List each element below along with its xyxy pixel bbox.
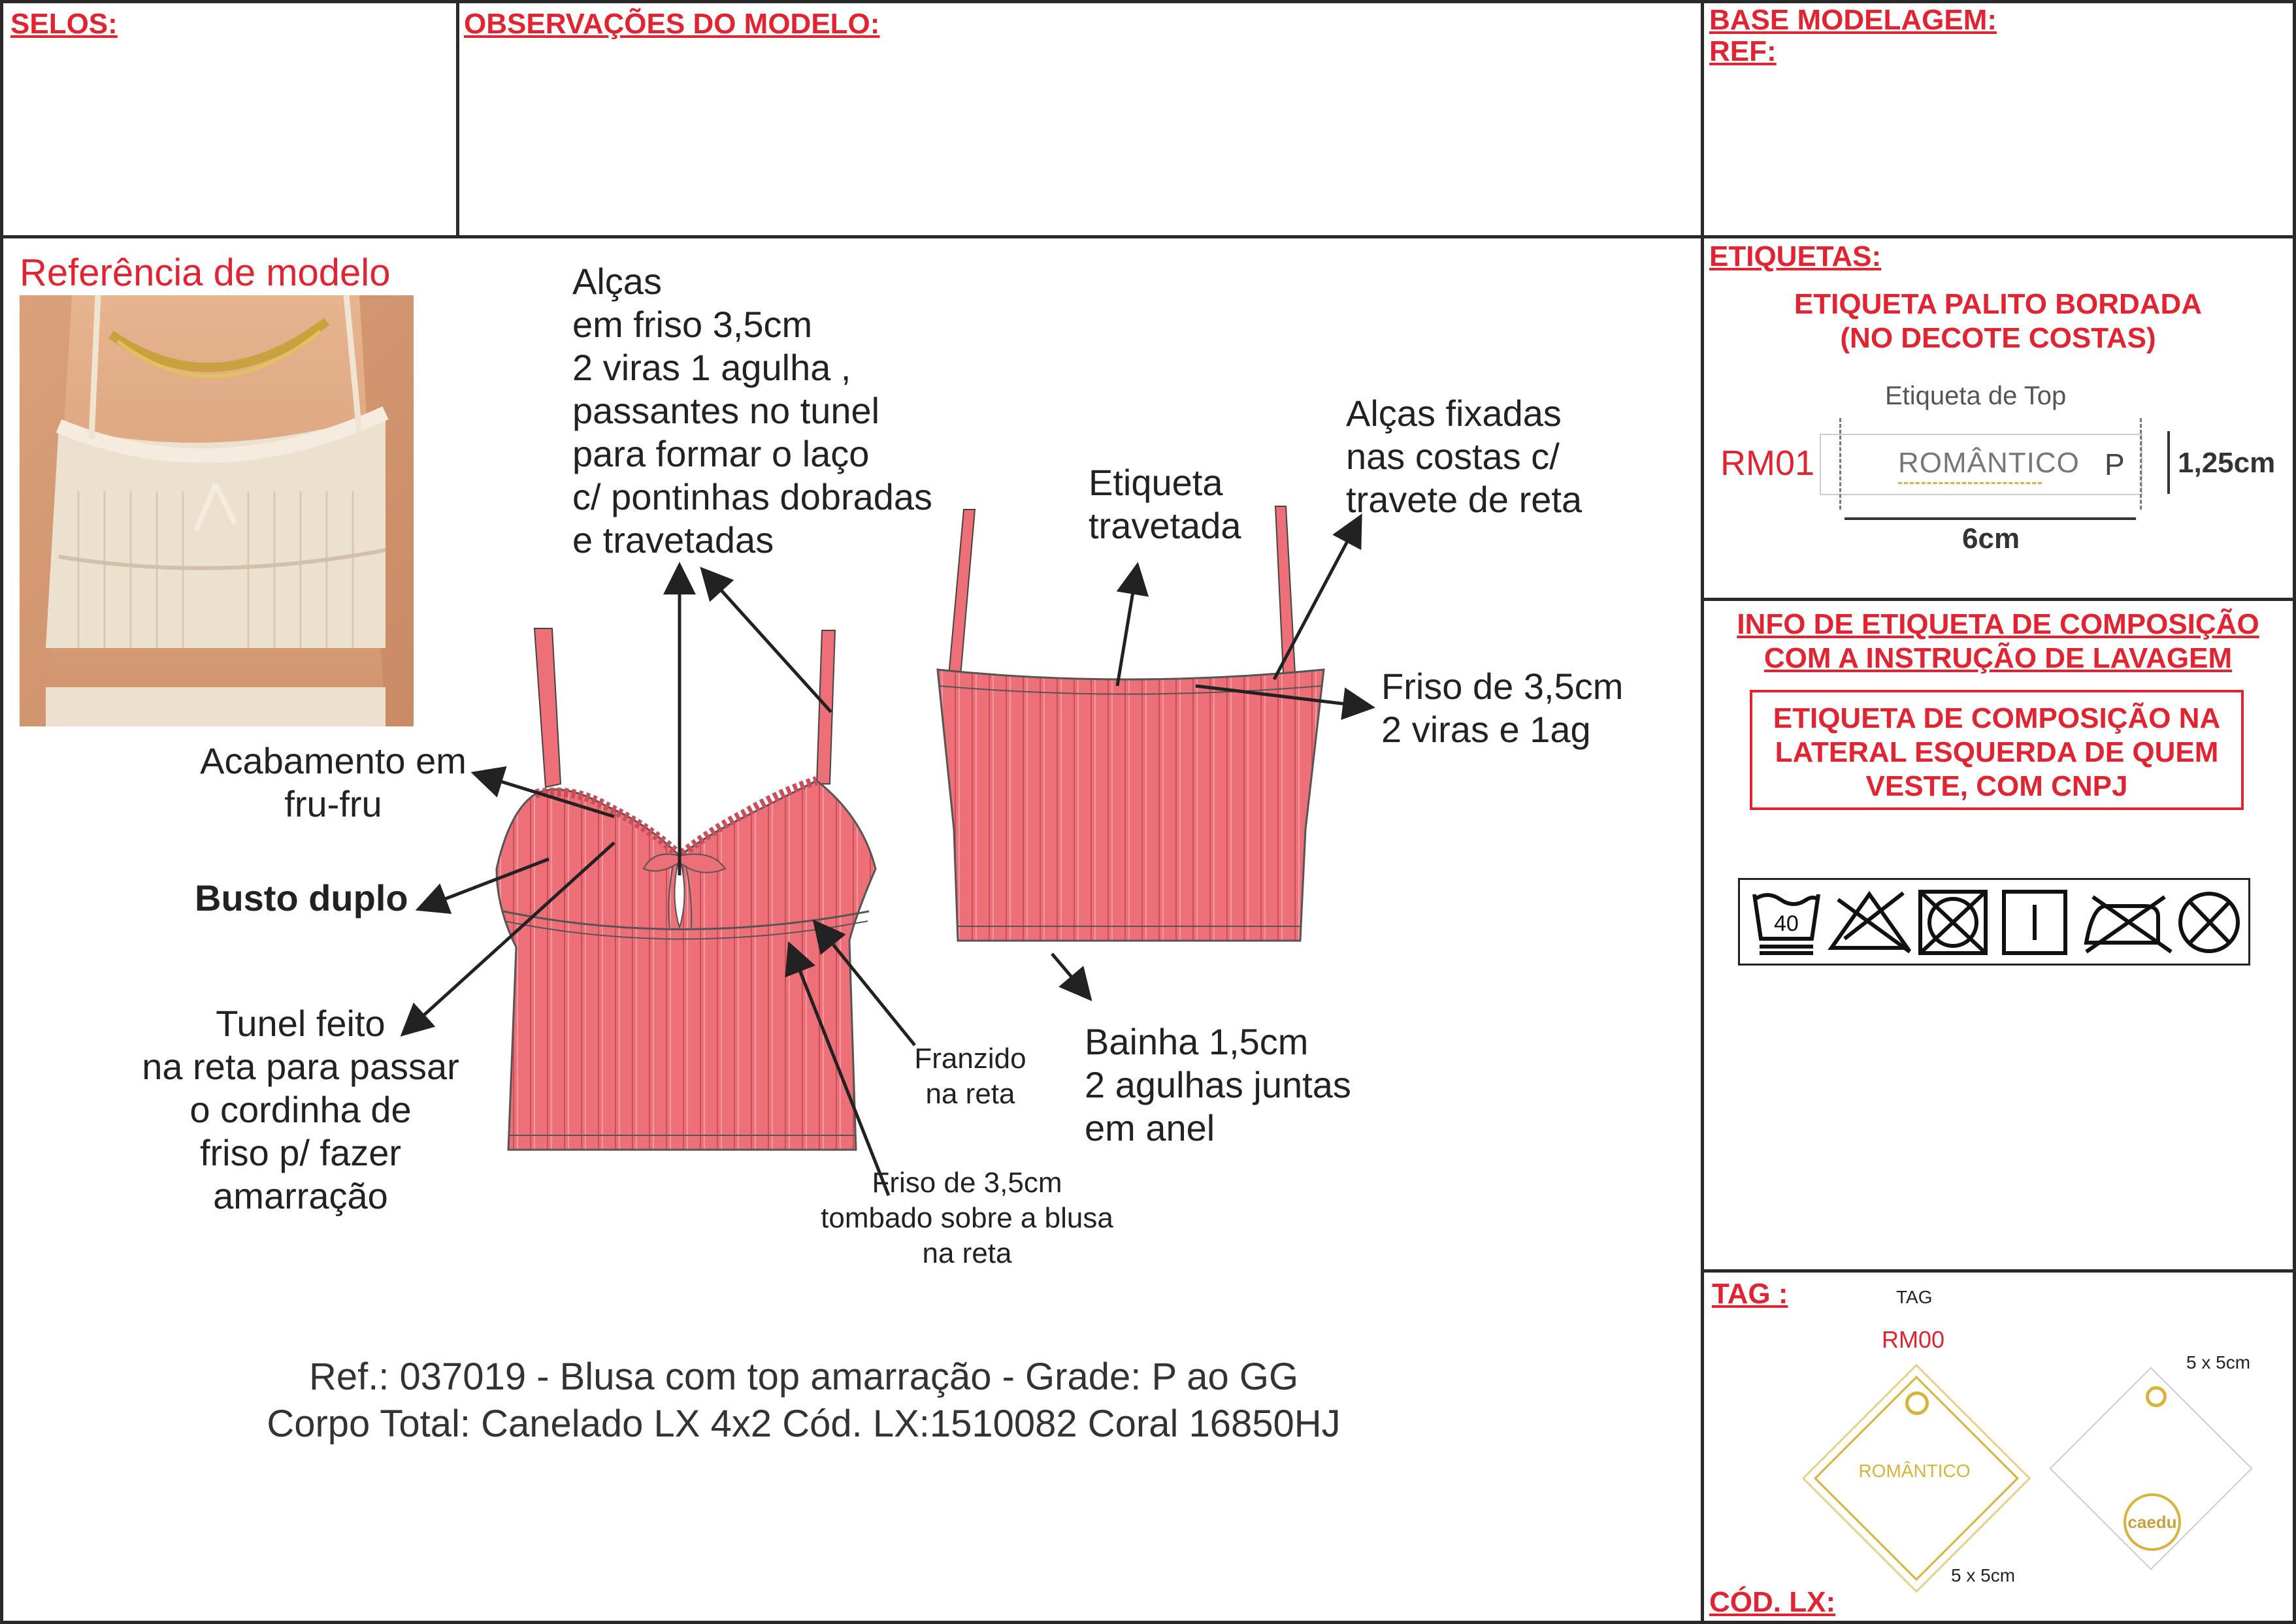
right-column-divider [1701,0,1704,1624]
etiqueta-brand-underline [1898,482,2042,484]
reference-title: Referência de modelo [20,252,391,294]
back-garment [938,506,1324,941]
etiqueta-height: 1,25cm [2178,447,2276,479]
etiqueta-diagram-title: Etiqueta de Top [1885,382,2067,410]
product-description [196,1354,1411,1448]
front-garment [497,628,876,1150]
care-symbols [1738,878,2250,966]
border-right [2293,0,2296,1624]
etiqueta-fold-right [2140,418,2142,510]
annotation-tunel: Tunel feito na reta para passar o cordinha de friso p/ fazer amarração [142,1003,459,1216]
tag-hole-icon [1905,1391,1929,1415]
etiqueta-diagram [1702,366,2294,562]
etiqueta-height-arrow [2167,431,2170,494]
annotation-acabamento: Acabamento em fru-fru [200,740,467,824]
border-bottom [0,1621,2296,1624]
etiqueta-brand: ROMÂNTICO [1898,447,2080,479]
tag-small-label: TAG [1896,1287,1933,1307]
wash-40-icon [1754,894,1818,953]
no-tumble-dry-icon [1920,892,1986,953]
ref-label: REF: [1709,35,1777,67]
etiquetas-divider [1702,598,2294,601]
no-iron-icon [2086,897,2171,952]
annotation-busto: Busto duplo [195,877,408,918]
selos-label: SELOS: [10,8,118,40]
composicao-box: ETIQUETA DE COMPOSIÇÃO NA LATERAL ESQUERDA DE QUEM VESTE, COM CNPJ [1750,690,2244,810]
tag-front-size: 5 x 5cm [1951,1565,2016,1585]
tag-back-size: 5 x 5cm [2186,1352,2251,1372]
tag-code: RM00 [1882,1326,1945,1353]
etiqueta-width: 6cm [1962,523,2020,555]
etiquetas-title: ETIQUETA PALITO BORDADA (NO DECOTE COSTAS) [1794,288,2203,354]
annotation-friso-tombado: Friso de 3,5cm tombado sobre a blusa na reta [821,1167,1113,1269]
tag-back-brand: caedu [2124,1493,2181,1551]
annotation-franzido: Franzido na reta [914,1043,1026,1110]
tag-back [2052,1369,2248,1565]
tag-front [1816,1378,2012,1574]
etiqueta-fold-left [1839,418,1841,510]
annotation-etiqueta-travetada: Etiqueta travetada [1089,462,1241,546]
product-line-1: Ref.: 037019 - Blusa com top amarração - Grade: P ao GG [308,1356,1299,1398]
composicao-title: INFO DE ETIQUETA DE COMPOSIÇÃO COM A INSTRUÇÃO DE LAVAGEM [1737,608,2259,674]
annotation-friso-back: Friso de 3,5cm 2 viras e 1ag [1381,666,1624,750]
cod-lx-label: CÓD. LX: [1709,1586,1836,1618]
annotation-alcas-fixadas: Alças fixadas nas costas c/ travete de reta [1346,393,1583,520]
no-dry-clean-icon [2180,894,2238,951]
line-dry-icon [2004,892,2065,953]
annotation-alcas: Alças em friso 3,5cm 2 viras 1 agulha , passantes no tunel para formar o laço c/ pontinhas dobradas e travetadas [572,261,933,560]
etiqueta-width-arrow [1845,517,2136,520]
svg-text:40: 40 [1774,911,1799,936]
tag-front-brand: ROMÂNTICO [1858,1461,1971,1481]
etiquetas-label: ETIQUETAS: [1709,240,1882,272]
tag-label: TAG : [1712,1278,1788,1310]
base-modelagem-label: BASE MODELAGEM: [1709,4,1997,36]
product-line-2: Corpo Total: Canelado LX 4x2 Cód. LX:1510082 Coral 16850HJ [267,1403,1341,1445]
etiqueta-size: P [2105,447,2125,481]
observacoes-label: OBSERVAÇÕES DO MODELO: [464,8,880,40]
etiqueta-code: RM01 [1720,444,1815,483]
annotation-bainha: Bainha 1,5cm 2 agulhas juntas em anel [1085,1021,1351,1148]
tag-back-hole-icon [2146,1386,2167,1407]
composicao-divider [1702,1269,2294,1273]
no-bleach-icon [1831,893,1910,952]
